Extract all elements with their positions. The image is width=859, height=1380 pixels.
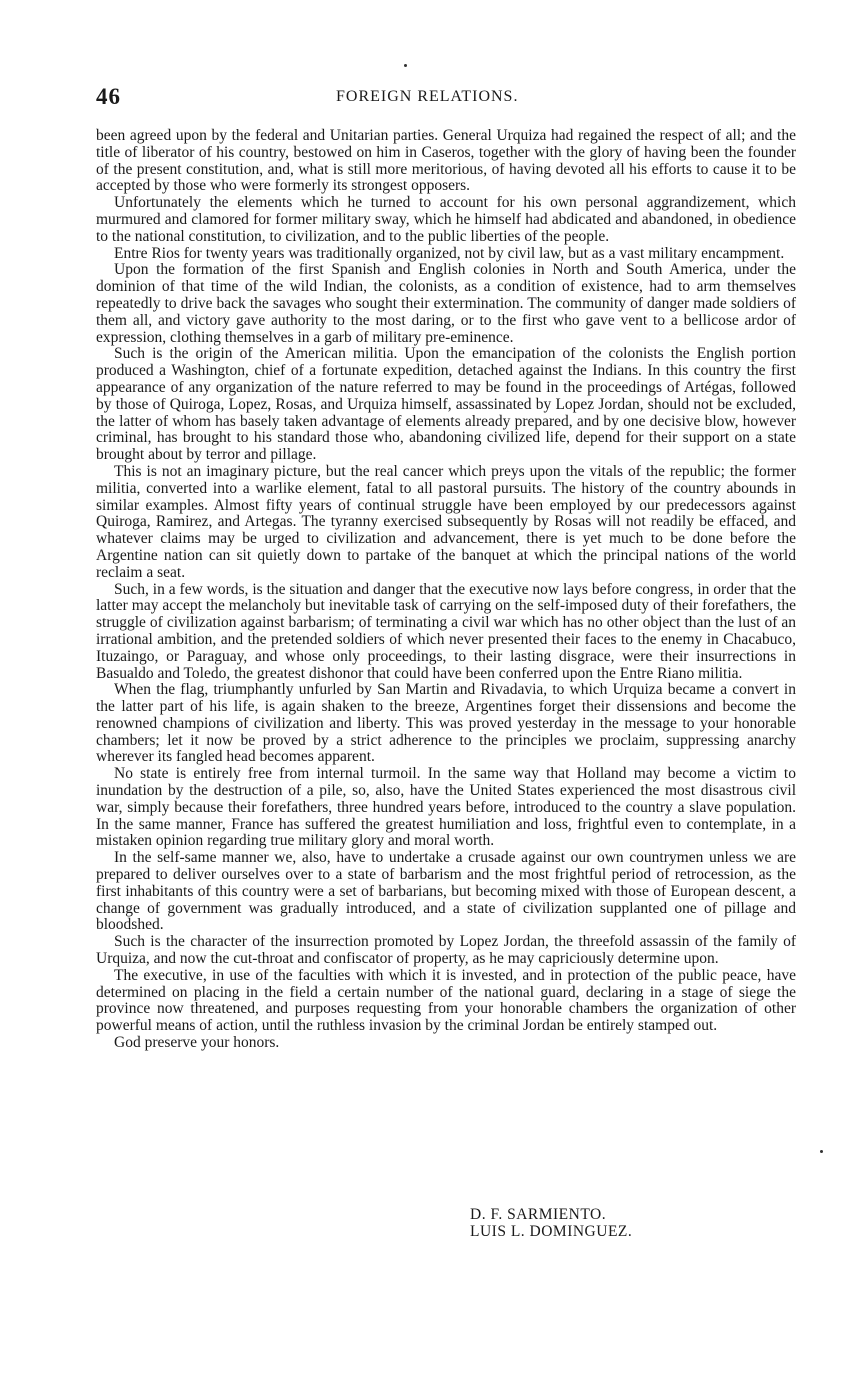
page-number: 46 — [96, 84, 121, 109]
paragraph: When the flag, triumphantly unfurled by San Martin and Rivadavia, to which Urquiza became a convert in the latter part of his life, is again shaken to the breeze, Argentines forget their dissensions and become the renowned champions of civilization and liberty. This was proved yesterday in the message to your honorable chambers; let it now be proved by a strict adherence to the principles we proclaim, suppressing anarchy wherever its fangled head becomes apparent. — [96, 681, 796, 766]
book-page — [96, 84, 796, 1052]
ink-speck — [820, 1150, 823, 1153]
paragraph: The executive, in use of the faculties with which it is invested, and in protection of the public peace, have determined on placing in the field a certain number of the national guard, declaring in a stage of siege the province now threatened, and purposes requesting from your honorable chambers the organization of other powerful means of action, until the ruthless invasion by the criminal Jordan be entirely stamped out. — [96, 966, 796, 1035]
paragraph: No state is entirely free from internal turmoil. In the same way that Holland may become a victim to inundation by the destruction of a pile, so, also, have the United States experienced the most disastrous civil war, simply because their forefathers, three hundred years before, introduced to the country a slave population. In the same manner, France has suffered the greatest humiliation and loss, frightful even to contemplate, in a mistaken opinion regarding true military glory and moral worth. — [96, 765, 796, 850]
signature-sarmiento: D. F. SARMIENTO. — [470, 1206, 607, 1223]
closing-line: God preserve your honors. — [114, 1034, 280, 1052]
ink-speck — [404, 64, 407, 67]
paragraph: been agreed upon by the federal and Unitarian parties. General Urquiza had regained the respect of all; and the title of liberator of his country, bestowed on him in Caseros, together with the glory of having been the founder of the present constitution, and, what is still more meritorious, of having devoted all his efforts to cause it to be accepted by those who were formerly its strongest opposers. — [96, 127, 796, 195]
paragraph: Unfortunately the elements which he turned to account for his own personal aggrandizement, which murmured and clamored for former military sway, which he himself had abdicated and abandoned, in obedience to the national constitution, to civilization, and to the public liberties of the people. — [96, 194, 796, 245]
signature-block — [470, 1206, 632, 1240]
paragraph: This is not an imaginary picture, but the real cancer which preys upon the vitals of the republic; the former militia, converted into a warlike element, fatal to all pastoral pursuits. The history of the country abounds in similar examples. Almost fifty years of continual struggle have been employed by our predecessors against Quiroga, Ramirez, and Artegas. The tyranny exercised subsequently by Rosas will not readily be effaced, and whatever claims may be urged to civilization and advancement, there is yet much to be done before the Argentine nation can sit quietly down to partake of the banquet at which the principal nations of the world reclaim a seat. — [96, 462, 796, 581]
body-text — [96, 128, 796, 1052]
running-head: FOREIGN RELATIONS. — [336, 88, 519, 105]
signature-dominguez: LUIS L. DOMINGUEZ. — [470, 1223, 633, 1240]
paragraph: Such, in a few words, is the situation and danger that the executive now lays before congress, in order that the latter may accept the melancholy but inevitable task of carrying on the self-imposed duty of their forefathers, the struggle of civilization against barbarism; of terminating a civil war which has no other object than the lust of an irrational ambition, and the pretended soldiers of which never presented their faces to the enemy in Chacabuco, Ituzaingo, or Paraguay, and whose only proceedings, to their lasting disgrace, were their insurrections in Basualdo and Toledo, the greatest dishonor that could have been conferred upon the Entre Riano militia. — [96, 580, 796, 682]
paragraph: Upon the formation of the first Spanish and English colonies in North and South America, under the dominion of that time of the wild Indian, the colonists, as a condition of existence, had to arm themselves repeatedly to drive back the savages who sought their extermination. The community of danger made soldiers of them all, and victory gave authority to the most daring, or to the first who gave vent to a bellicose ardor of expression, clothing themselves in a garb of military pre-eminence. — [96, 261, 796, 346]
paragraph: Entre Rios for twenty years was traditionally organized, not by civil law, but as a vast military encampment. — [114, 244, 785, 262]
page-header — [96, 84, 796, 114]
paragraph: Such is the character of the insurrection promoted by Lopez Jordan, the threefold assassin of the family of Urquiza, and now the cut-throat and confiscator of property, as he may capriciously determine upon. — [96, 933, 796, 968]
paragraph: Such is the origin of the American militia. Upon the emancipation of the colonists the English portion produced a Washington, chief of a fortunate expedition, detached against the Indians. In this country the first appearance of any organization of the nature referred to may be found in the proceedings of Artégas, followed by those of Quiroga, Lopez, Rosas, and Urquiza himself, assassinated by Lopez Jordan, should not be excluded, the latter of whom has basely taken advantage of elements already prepared, and by one decisive blow, however criminal, has brought to his standard those who, abandoning civilized life, depend for their support on a state brought about by terror and pillage. — [96, 345, 796, 464]
paragraph: In the self-same manner we, also, have to undertake a crusade against our own countrymen unless we are prepared to deliver ourselves over to a state of barbarism and the most frightful period of retrocession, as the first inhabitants of this country were a set of barbarians, but becoming mixed with those of European descent, a change of government was gradually introduced, and a state of civilization supplanted one of pillage and bloodshed. — [96, 849, 796, 934]
